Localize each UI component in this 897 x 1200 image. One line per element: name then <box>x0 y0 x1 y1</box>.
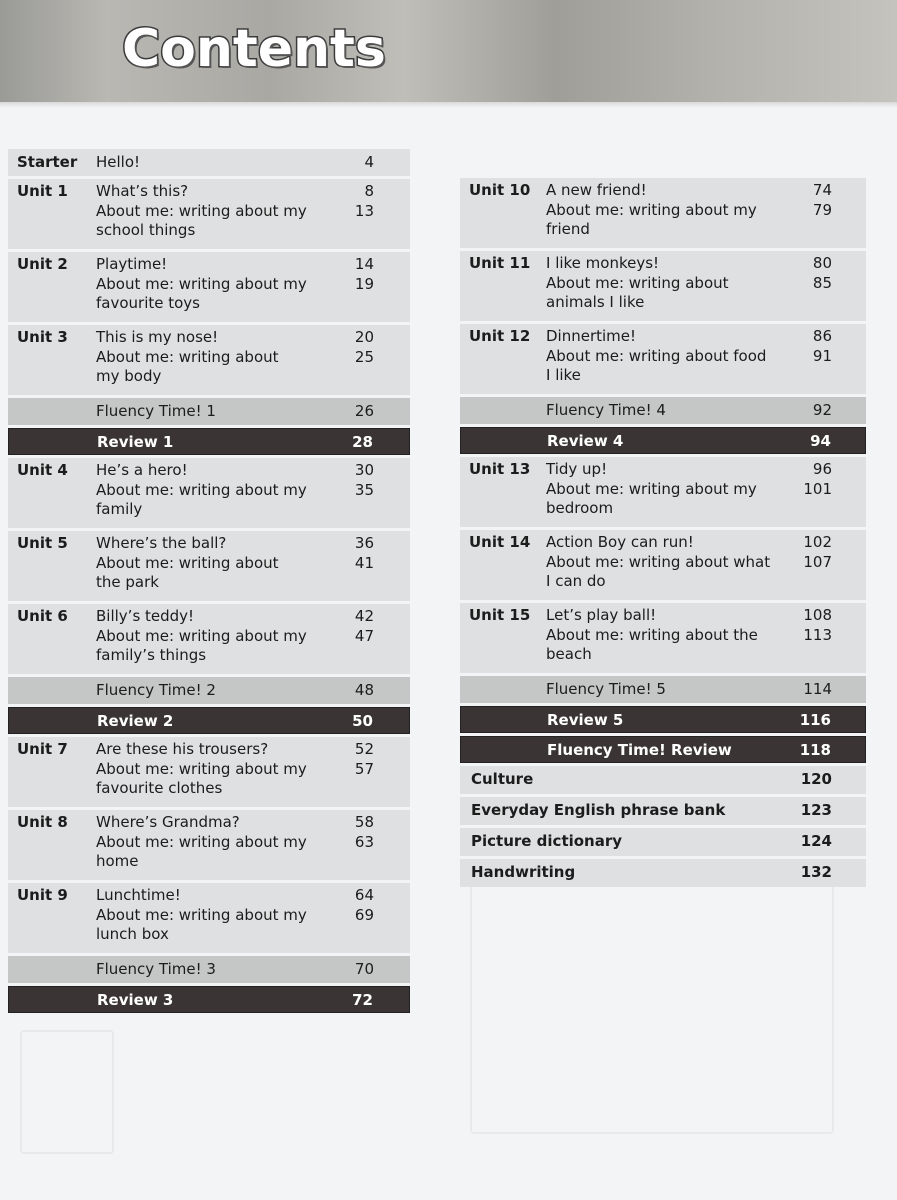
lesson-titles <box>96 153 360 173</box>
page-number: 28 <box>352 433 373 451</box>
header-band <box>0 0 897 104</box>
contents-right-column <box>460 178 866 890</box>
unit-label: Unit 5 <box>17 534 68 552</box>
page-numbers <box>324 402 374 422</box>
page-number: 25 <box>354 347 374 366</box>
contents-row-fluency <box>460 397 866 424</box>
page-number: 79 <box>812 200 832 219</box>
page-number: 63 <box>354 832 374 851</box>
unit-label: Starter <box>17 153 78 171</box>
lesson-titles <box>96 255 360 314</box>
page-number: 113 <box>803 625 832 644</box>
page-title: Contents <box>122 19 386 79</box>
lesson-titles <box>547 741 815 761</box>
contents-row-review <box>8 428 410 455</box>
page-number: 52 <box>354 740 374 758</box>
page-number: 8 <box>364 182 374 200</box>
page-numbers <box>782 327 832 366</box>
page-number: 96 <box>812 460 832 478</box>
page-numbers <box>324 255 374 294</box>
page-number: 108 <box>803 606 832 624</box>
lesson-titles <box>546 680 816 700</box>
unit-label: Unit 14 <box>469 533 531 551</box>
contents-row-review <box>460 427 866 454</box>
page-number: 107 <box>803 552 832 571</box>
lesson-title: Hello! <box>96 153 141 171</box>
contents-row-extra <box>460 828 866 856</box>
lesson-title: I can do <box>546 572 606 590</box>
page-numbers <box>324 153 374 173</box>
page-number: 132 <box>800 863 832 881</box>
contents-row-fluency <box>8 398 410 425</box>
unit-label: Unit 13 <box>469 460 531 478</box>
lesson-title: About me: writing about my <box>96 480 307 499</box>
page-number: 20 <box>354 328 374 346</box>
page-numbers <box>324 182 374 221</box>
page-number: 48 <box>354 681 374 699</box>
lesson-titles <box>546 254 816 313</box>
show-through-box <box>20 1030 114 1154</box>
contents-row-review <box>460 706 866 733</box>
lesson-titles <box>97 712 359 732</box>
lesson-title: Lunchtime! <box>96 886 181 904</box>
lesson-titles <box>96 813 360 872</box>
lesson-title: Fluency Time! 2 <box>96 681 216 699</box>
page-numbers <box>324 607 374 646</box>
lesson-title: About me: writing about <box>96 347 279 366</box>
page-numbers <box>781 432 831 452</box>
lesson-title: About me: writing about my <box>96 832 307 851</box>
show-through-box <box>470 880 834 1134</box>
lesson-title: About me: writing about food <box>546 346 767 365</box>
page-number: 85 <box>812 273 832 292</box>
page-numbers <box>782 606 832 645</box>
contents-row-fluency <box>8 956 410 983</box>
contents-row-review <box>460 736 866 763</box>
page-number: 120 <box>800 770 832 788</box>
lesson-title: Fluency Time! 3 <box>96 960 216 978</box>
lesson-titles <box>96 886 360 945</box>
unit-label: Unit 4 <box>17 461 68 479</box>
page-number: 19 <box>354 274 374 293</box>
lesson-titles <box>97 991 359 1011</box>
page-number: 102 <box>803 533 832 551</box>
lesson-title: Where’s the ball? <box>96 534 227 552</box>
unit-label: Unit 1 <box>17 182 68 200</box>
page-number: 36 <box>354 534 374 552</box>
unit-label: Unit 15 <box>469 606 531 624</box>
lesson-title: About me: writing about my <box>546 200 757 219</box>
contents-row-unit <box>460 603 866 673</box>
contents-left-column <box>8 149 410 1016</box>
contents-row-unit <box>8 737 410 807</box>
unit-label: Unit 3 <box>17 328 68 346</box>
page-numbers <box>323 991 373 1011</box>
lesson-titles <box>546 327 816 386</box>
page-number: 114 <box>803 680 832 698</box>
page-numbers <box>324 681 374 701</box>
page-number: 47 <box>354 626 374 645</box>
lesson-title: I like monkeys! <box>546 254 660 272</box>
page-number: 72 <box>352 991 373 1009</box>
lesson-title: Fluency Time! 5 <box>546 680 666 698</box>
page-number: 41 <box>354 553 374 572</box>
page-number: 30 <box>354 461 374 479</box>
unit-label: Unit 9 <box>17 886 68 904</box>
page-number: 124 <box>800 832 832 850</box>
lesson-title: Billy’s teddy! <box>96 607 195 625</box>
page-numbers <box>782 401 832 421</box>
lesson-title: beach <box>546 645 592 663</box>
lesson-title: friend <box>546 220 590 238</box>
lesson-title: About me: writing about what <box>546 552 771 571</box>
page-numbers <box>782 533 832 572</box>
page-number: 91 <box>812 346 832 365</box>
page-numbers <box>782 801 832 821</box>
contents-row-unit <box>8 883 410 953</box>
lesson-titles <box>96 740 360 799</box>
lesson-titles <box>96 534 360 593</box>
contents-row-unit <box>8 810 410 880</box>
contents-row-unit <box>460 178 866 248</box>
contents-row-review <box>8 707 410 734</box>
lesson-title: I like <box>546 366 581 384</box>
page-number: 35 <box>354 480 374 499</box>
lesson-title: Fluency Time! 1 <box>96 402 216 420</box>
lesson-title: Where’s Grandma? <box>96 813 240 831</box>
page-number: 13 <box>354 201 374 220</box>
page-number: 26 <box>354 402 374 420</box>
lesson-title: favourite clothes <box>96 779 223 797</box>
page-numbers <box>782 770 832 790</box>
lesson-titles <box>96 681 360 701</box>
page-number: 80 <box>812 254 832 272</box>
page-number: 118 <box>799 741 831 759</box>
page-number: 64 <box>354 886 374 904</box>
page-numbers <box>782 863 832 883</box>
page-numbers <box>781 741 831 761</box>
section-title: Culture <box>471 770 534 788</box>
contents-row-unit <box>460 457 866 527</box>
unit-label: Unit 6 <box>17 607 68 625</box>
lesson-title: About me: writing about my <box>546 479 757 498</box>
contents-row-extra <box>460 859 866 887</box>
lesson-titles <box>96 402 360 422</box>
lesson-titles <box>547 711 815 731</box>
contents-row-unit <box>8 458 410 528</box>
contents-row-single <box>8 149 410 176</box>
lesson-title: He’s a hero! <box>96 461 188 479</box>
lesson-title: family’s things <box>96 646 207 664</box>
page-numbers <box>323 712 373 732</box>
lesson-title: Action Boy can run! <box>546 533 694 551</box>
page-numbers <box>323 433 373 453</box>
lesson-titles <box>546 460 816 519</box>
lesson-titles <box>96 461 360 520</box>
unit-label: Unit 10 <box>469 181 531 199</box>
lesson-titles <box>96 182 360 241</box>
lesson-titles <box>546 533 816 592</box>
contents-row-unit <box>460 251 866 321</box>
lesson-title: Tidy up! <box>546 460 608 478</box>
lesson-title: About me: writing about my <box>96 274 307 293</box>
page-numbers <box>782 680 832 700</box>
lesson-title: the park <box>96 573 159 591</box>
lesson-title: Review 4 <box>547 432 624 450</box>
lesson-title: About me: writing about my <box>96 626 307 645</box>
page-numbers <box>781 711 831 731</box>
lesson-titles <box>546 181 816 240</box>
lesson-titles <box>97 433 359 453</box>
contents-row-unit <box>8 179 410 249</box>
lesson-title: favourite toys <box>96 294 200 312</box>
page-number: 92 <box>812 401 832 419</box>
lesson-title: Review 2 <box>97 712 174 730</box>
lesson-title: my body <box>96 367 162 385</box>
unit-label: Unit 2 <box>17 255 68 273</box>
page-numbers <box>782 832 832 852</box>
page-number: 123 <box>800 801 832 819</box>
contents-row-unit <box>8 252 410 322</box>
lesson-title: About me: writing about my <box>96 201 307 220</box>
page-number: 69 <box>354 905 374 924</box>
lesson-titles <box>547 432 815 452</box>
contents-row-unit <box>8 325 410 395</box>
lesson-title: school things <box>96 221 196 239</box>
page-number: 4 <box>364 153 374 171</box>
lesson-titles <box>96 960 360 980</box>
page-number: 116 <box>799 711 831 729</box>
page-number: 58 <box>354 813 374 831</box>
section-title: Everyday English phrase bank <box>471 801 726 819</box>
lesson-title: bedroom <box>546 499 614 517</box>
page-number: 94 <box>810 432 831 450</box>
section-title: Handwriting <box>471 863 576 881</box>
contents-row-unit <box>460 530 866 600</box>
lesson-title: Review 1 <box>97 433 174 451</box>
page-numbers <box>782 181 832 220</box>
lesson-title: Are these his trousers? <box>96 740 269 758</box>
lesson-title: Let’s play ball! <box>546 606 657 624</box>
lesson-titles <box>96 328 360 387</box>
section-title: Picture dictionary <box>471 832 623 850</box>
unit-label: Unit 11 <box>469 254 531 272</box>
page-numbers <box>324 960 374 980</box>
lesson-title: Playtime! <box>96 255 168 273</box>
lesson-title: Review 5 <box>547 711 624 729</box>
lesson-title: Fluency Time! 4 <box>546 401 666 419</box>
page-number: 74 <box>812 181 832 199</box>
lesson-title: home <box>96 852 139 870</box>
page-numbers <box>324 740 374 779</box>
lesson-title: This is my nose! <box>96 328 219 346</box>
contents-row-extra <box>460 797 866 825</box>
lesson-title: About me: writing about <box>96 553 279 572</box>
page-number: 50 <box>352 712 373 730</box>
lesson-title: lunch box <box>96 925 169 943</box>
lesson-title: About me: writing about the <box>546 625 758 644</box>
contents-row-review <box>8 986 410 1013</box>
lesson-titles <box>96 607 360 666</box>
page-numbers <box>324 886 374 925</box>
lesson-titles <box>546 606 816 665</box>
lesson-title: About me: writing about my <box>96 905 307 924</box>
page-numbers <box>782 254 832 293</box>
page-number: 42 <box>354 607 374 625</box>
contents-row-fluency <box>8 677 410 704</box>
page-numbers <box>782 460 832 499</box>
page-number: 70 <box>354 960 374 978</box>
lesson-title: A new friend! <box>546 181 647 199</box>
lesson-title: About me: writing about <box>546 273 729 292</box>
contents-row-unit <box>460 324 866 394</box>
lesson-title: Review 3 <box>97 991 174 1009</box>
page-number: 57 <box>354 759 374 778</box>
lesson-title: family <box>96 500 143 518</box>
lesson-title: animals I like <box>546 293 645 311</box>
lesson-title: About me: writing about my <box>96 759 307 778</box>
page-numbers <box>324 328 374 367</box>
unit-label: Unit 8 <box>17 813 68 831</box>
page-numbers <box>324 813 374 852</box>
contents-row-fluency <box>460 676 866 703</box>
unit-label: Unit 12 <box>469 327 531 345</box>
lesson-title: What’s this? <box>96 182 189 200</box>
page-number: 101 <box>803 479 832 498</box>
lesson-title: Dinnertime! <box>546 327 637 345</box>
page-number: 14 <box>354 255 374 273</box>
contents-row-extra <box>460 766 866 794</box>
page-numbers <box>324 461 374 500</box>
lesson-title: Fluency Time! Review <box>547 741 732 759</box>
contents-row-unit <box>8 531 410 601</box>
page-numbers <box>324 534 374 573</box>
lesson-titles <box>546 401 816 421</box>
page-number: 86 <box>812 327 832 345</box>
unit-label: Unit 7 <box>17 740 68 758</box>
contents-row-unit <box>8 604 410 674</box>
